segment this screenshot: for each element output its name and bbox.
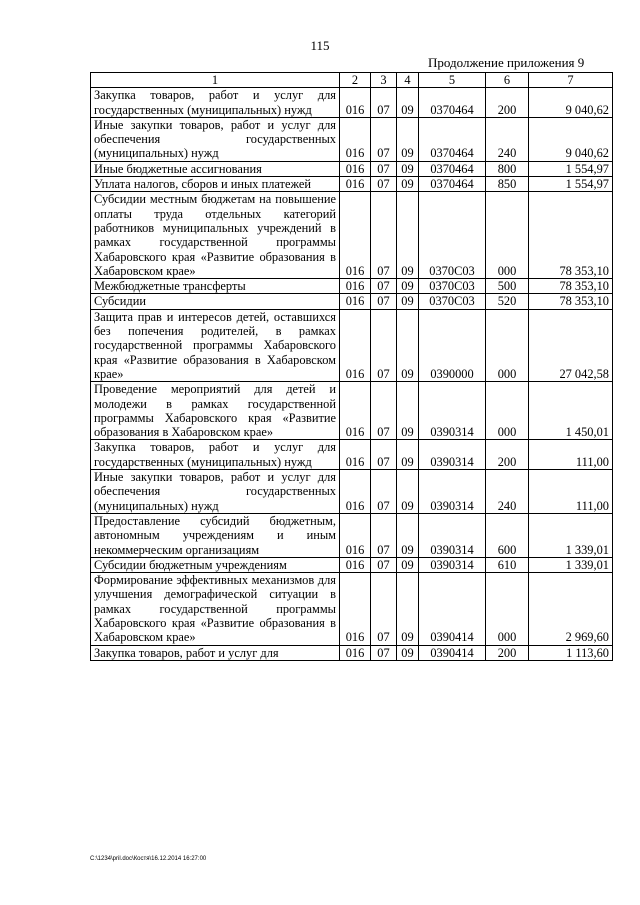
expense-type-cell: 200 xyxy=(486,88,529,118)
subsection-code-cell: 07 xyxy=(371,192,397,279)
row-name-cell: Предоставление субсидий бюджетным, автономным учреждениям и иным некоммерческим организациям xyxy=(91,513,340,557)
row-name-cell: Иные закупки товаров, работ и услуг для обеспечения государственных (муниципальных) нужд xyxy=(91,117,340,161)
subsection-code-cell: 07 xyxy=(371,382,397,440)
subsection-code-cell: 09 xyxy=(397,573,419,645)
row-name-cell: Формирование эффективных механизмов для улучшения демографической ситуации в рамках государственной программы Хабаровского края «Развитие образования в Хабаровском крае» xyxy=(91,573,340,645)
target-code-cell: 0390314 xyxy=(419,557,486,572)
subsection-code-cell: 07 xyxy=(371,294,397,309)
row-name-cell: Субсидии бюджетным учреждениям xyxy=(91,557,340,572)
table-row xyxy=(91,382,613,440)
row-name-cell: Закупка товаров, работ и услуг для государственных (муниципальных) нужд xyxy=(91,88,340,118)
subsection-code-cell: 07 xyxy=(371,177,397,192)
subsection-code-cell: 09 xyxy=(397,513,419,557)
amount-cell: 1 339,01 xyxy=(529,513,613,557)
amount-cell: 111,00 xyxy=(529,440,613,470)
table-row xyxy=(91,309,613,381)
target-code-cell: 0370464 xyxy=(419,88,486,118)
row-name-cell: Закупка товаров, работ и услуг для государственных (муниципальных) нужд xyxy=(91,440,340,470)
table-row xyxy=(91,161,613,176)
subsection-code-cell: 07 xyxy=(371,513,397,557)
section-code-cell: 016 xyxy=(340,294,371,309)
row-name-cell: Уплата налогов, сборов и иных платежей xyxy=(91,177,340,192)
section-code-cell: 016 xyxy=(340,513,371,557)
subsection-code-cell: 09 xyxy=(397,177,419,192)
table-row xyxy=(91,177,613,192)
expense-type-cell: 850 xyxy=(486,177,529,192)
target-code-cell: 0370464 xyxy=(419,177,486,192)
subsection-code-cell: 09 xyxy=(397,440,419,470)
row-name-cell: Межбюджетные трансферты xyxy=(91,279,340,294)
subsection-code-cell: 07 xyxy=(371,557,397,572)
subsection-code-cell: 07 xyxy=(371,470,397,514)
subsection-code-cell: 09 xyxy=(397,470,419,514)
expense-type-cell: 200 xyxy=(486,645,529,660)
section-code-cell: 016 xyxy=(340,470,371,514)
subsection-code-cell: 07 xyxy=(371,161,397,176)
section-code-cell: 016 xyxy=(340,309,371,381)
amount-cell: 111,00 xyxy=(529,470,613,514)
appendix-note: Продолжение приложения 9 xyxy=(428,55,585,70)
expense-type-cell: 500 xyxy=(486,279,529,294)
target-code-cell: 0390000 xyxy=(419,309,486,381)
column-header: 7 xyxy=(529,73,613,88)
section-code-cell: 016 xyxy=(340,645,371,660)
table-row xyxy=(91,470,613,514)
section-code-cell: 016 xyxy=(340,192,371,279)
target-code-cell: 0370464 xyxy=(419,161,486,176)
target-code-cell: 0370С03 xyxy=(419,279,486,294)
subsection-code-cell: 09 xyxy=(397,294,419,309)
column-header: 2 xyxy=(340,73,371,88)
table-row xyxy=(91,117,613,161)
subsection-code-cell: 09 xyxy=(397,557,419,572)
target-code-cell: 0390314 xyxy=(419,440,486,470)
column-header: 1 xyxy=(91,73,340,88)
amount-cell: 27 042,58 xyxy=(529,309,613,381)
budget-table xyxy=(90,72,613,661)
subsection-code-cell: 09 xyxy=(397,279,419,294)
subsection-code-cell: 07 xyxy=(371,440,397,470)
row-name-cell: Проведение мероприятий для детей и молодежи в рамках государственной программы Хабаровского края «Развитие образования в Хабаровском крае» xyxy=(91,382,340,440)
target-code-cell: 0370С03 xyxy=(419,294,486,309)
target-code-cell: 0390314 xyxy=(419,382,486,440)
expense-type-cell: 000 xyxy=(486,192,529,279)
row-name-cell: Субсидии xyxy=(91,294,340,309)
section-code-cell: 016 xyxy=(340,88,371,118)
target-code-cell: 0390414 xyxy=(419,645,486,660)
expense-type-cell: 800 xyxy=(486,161,529,176)
expense-type-cell: 240 xyxy=(486,470,529,514)
subsection-code-cell: 07 xyxy=(371,88,397,118)
amount-cell: 1 450,01 xyxy=(529,382,613,440)
subsection-code-cell: 09 xyxy=(397,309,419,381)
section-code-cell: 016 xyxy=(340,382,371,440)
table-row xyxy=(91,192,613,279)
target-code-cell: 0390314 xyxy=(419,513,486,557)
amount-cell: 1 554,97 xyxy=(529,177,613,192)
table-row xyxy=(91,573,613,645)
section-code-cell: 016 xyxy=(340,279,371,294)
row-name-cell: Иные закупки товаров, работ и услуг для обеспечения государственных (муниципальных) нужд xyxy=(91,470,340,514)
table-row xyxy=(91,440,613,470)
expense-type-cell: 610 xyxy=(486,557,529,572)
target-code-cell: 0390314 xyxy=(419,470,486,514)
amount-cell: 78 353,10 xyxy=(529,294,613,309)
amount-cell: 1 554,97 xyxy=(529,161,613,176)
amount-cell: 9 040,62 xyxy=(529,117,613,161)
target-code-cell: 0370464 xyxy=(419,117,486,161)
subsection-code-cell: 09 xyxy=(397,161,419,176)
section-code-cell: 016 xyxy=(340,440,371,470)
column-header: 3 xyxy=(371,73,397,88)
row-name-cell: Защита прав и интересов детей, оставшихся без попечения родителей, в рамках государственной программы Хабаровского края «Развитие образования в Хабаровском крае» xyxy=(91,309,340,381)
row-name-cell: Субсидии местным бюджетам на повышение оплаты труда отдельных категорий работников муниципальных учреждений в рамках государственной программы Хабаровского края «Развитие образования в Хабаровском крае» xyxy=(91,192,340,279)
target-code-cell: 0370С03 xyxy=(419,192,486,279)
row-name-cell: Закупка товаров, работ и услуг для xyxy=(91,645,340,660)
table-row xyxy=(91,557,613,572)
subsection-code-cell: 09 xyxy=(397,382,419,440)
amount-cell: 1 339,01 xyxy=(529,557,613,572)
subsection-code-cell: 07 xyxy=(371,117,397,161)
expense-type-cell: 000 xyxy=(486,309,529,381)
amount-cell: 9 040,62 xyxy=(529,88,613,118)
expense-type-cell: 240 xyxy=(486,117,529,161)
section-code-cell: 016 xyxy=(340,177,371,192)
subsection-code-cell: 07 xyxy=(371,573,397,645)
table-row xyxy=(91,513,613,557)
expense-type-cell: 520 xyxy=(486,294,529,309)
subsection-code-cell: 07 xyxy=(371,279,397,294)
table-row xyxy=(91,294,613,309)
table-header-row xyxy=(91,73,613,88)
section-code-cell: 016 xyxy=(340,161,371,176)
expense-type-cell: 000 xyxy=(486,382,529,440)
amount-cell: 2 969,60 xyxy=(529,573,613,645)
subsection-code-cell: 09 xyxy=(397,645,419,660)
page-number: 115 xyxy=(310,38,330,53)
column-header: 4 xyxy=(397,73,419,88)
amount-cell: 78 353,10 xyxy=(529,279,613,294)
table-row xyxy=(91,88,613,118)
expense-type-cell: 000 xyxy=(486,573,529,645)
file-path-footer: C:\1234\pril.doc\Костя\16.12.2014 16:27:00 xyxy=(90,856,207,862)
column-header: 5 xyxy=(419,73,486,88)
amount-cell: 1 113,60 xyxy=(529,645,613,660)
section-code-cell: 016 xyxy=(340,573,371,645)
table-row xyxy=(91,645,613,660)
expense-type-cell: 600 xyxy=(486,513,529,557)
amount-cell: 78 353,10 xyxy=(529,192,613,279)
subsection-code-cell: 09 xyxy=(397,88,419,118)
row-name-cell: Иные бюджетные ассигнования xyxy=(91,161,340,176)
subsection-code-cell: 09 xyxy=(397,117,419,161)
section-code-cell: 016 xyxy=(340,117,371,161)
subsection-code-cell: 07 xyxy=(371,645,397,660)
target-code-cell: 0390414 xyxy=(419,573,486,645)
column-header: 6 xyxy=(486,73,529,88)
subsection-code-cell: 07 xyxy=(371,309,397,381)
table-row xyxy=(91,279,613,294)
expense-type-cell: 200 xyxy=(486,440,529,470)
subsection-code-cell: 09 xyxy=(397,192,419,279)
section-code-cell: 016 xyxy=(340,557,371,572)
